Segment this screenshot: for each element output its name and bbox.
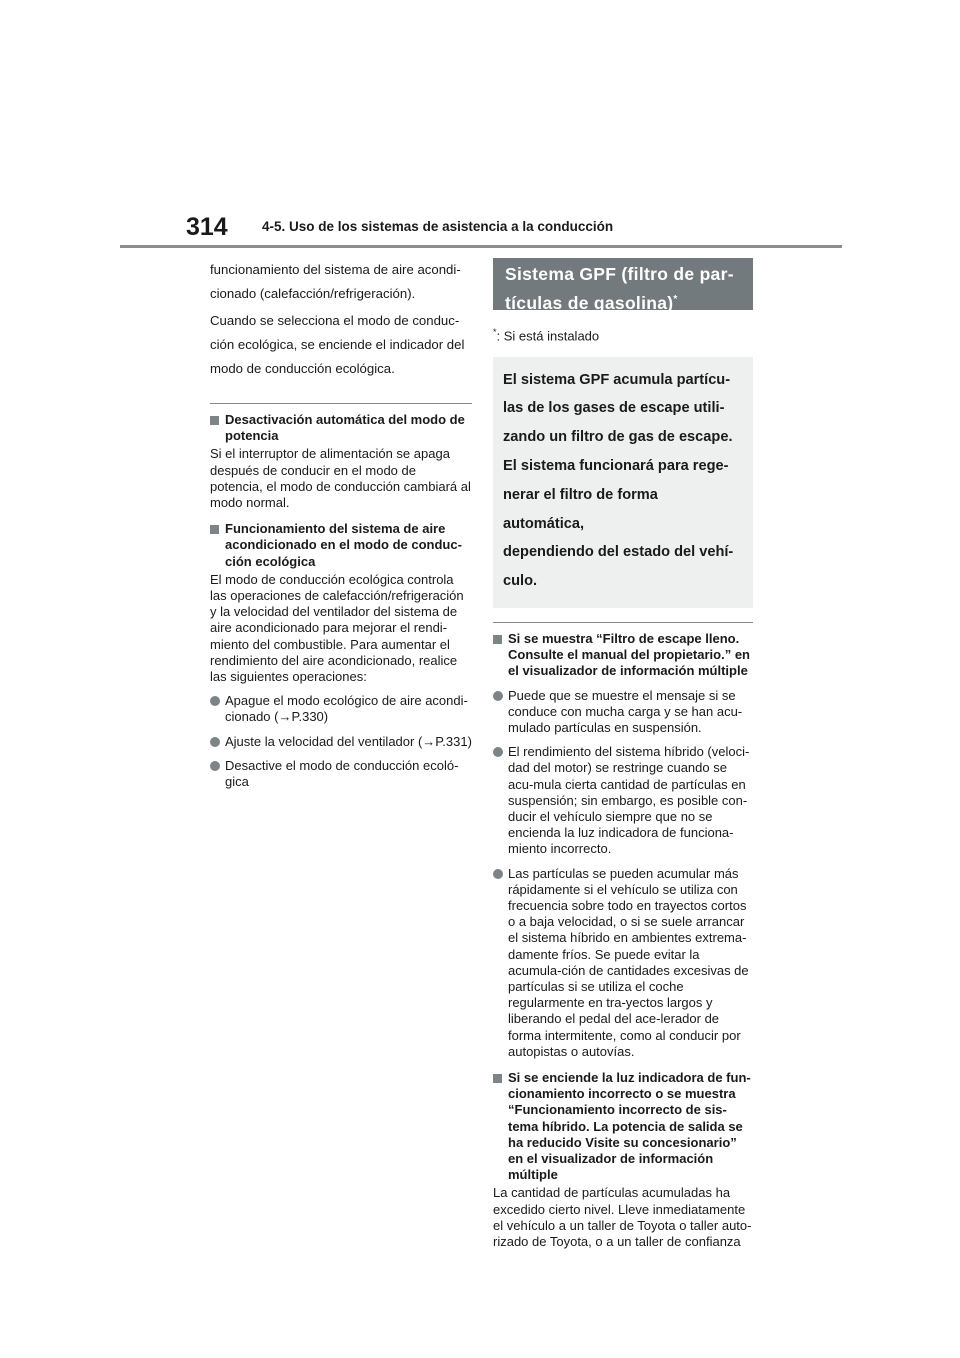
paragraph: El modo de conducción ecológica controla las operaciones de calefacción/refrigeración y la velocidad del ventilador del sistema de aire acondicionado para mejorar el rendi-miento del combustible. Para aumentar el rendimiento del aire acondicionado, realice las siguientes operaciones:	[210, 571, 464, 685]
footnote-asterisk: *	[493, 327, 497, 337]
list-item-text: Ajuste la velocidad del ventilador (→P.331)	[225, 733, 472, 749]
subheading-text: Funcionamiento del sistema de aire acondicionado en el modo de conduc-ción ecológica	[225, 521, 462, 569]
subheading-filter-full	[493, 631, 753, 680]
paragraph: Si el interruptor de alimentación se apaga después de conducir en el modo de potencia, el modo de conducción cambiará al modo normal.	[210, 446, 471, 511]
circle-bullet-icon	[493, 691, 503, 701]
summary-line: culo.	[503, 573, 538, 590]
square-bullet-icon	[493, 635, 502, 644]
list-item	[210, 693, 472, 725]
left-column	[210, 258, 472, 790]
summary-line: las de los gases de escape utili-	[503, 400, 725, 417]
subheading-malfunction	[493, 1070, 753, 1183]
list-item-text: Apague el modo ecológico de aire acondi-cionado (→P.330)	[225, 693, 468, 725]
list-item-text: El rendimiento del sistema híbrido (veloci-dad del motor) se restringe cuando se acu-mula cierta cantidad de partículas en suspensión; sin embargo, es posible con-ducir el vehículo siempre que no se encienda la luz indicadora de funciona-miento incorrecto.	[508, 744, 750, 857]
subheading-text: Si se enciende la luz indicadora de fun-cionamiento incorrecto o se muestra “Funcionamiento incorrecto de sis-tema híbrido. La potencia de salida se ha reducido Visite su concesionario” en el visualizador de información múltiple	[508, 1069, 751, 1183]
footnote-text: : Si está instalado	[496, 328, 600, 344]
list-item	[493, 688, 753, 737]
chapter-header: 4-5. Uso de los sistemas de asistencia a la conducción	[262, 219, 614, 234]
section-title-box	[493, 258, 753, 313]
summary-line: nerar el filtro de forma automática,	[503, 486, 658, 532]
circle-bullet-icon	[210, 737, 220, 747]
subheading-power-mode	[210, 412, 472, 444]
lead-line: Cuando se selecciona el modo de conduc-	[210, 313, 460, 328]
circle-bullet-icon	[493, 869, 503, 879]
circle-bullet-icon	[210, 761, 220, 771]
subheading-text: Si se muestra “Filtro de escape lleno. Consulte el manual del propietario.” en el visualizador de información múltiple	[508, 630, 750, 679]
lead-line: ción ecológica, se enciende el indicador del	[210, 337, 465, 352]
list-item	[493, 866, 753, 1060]
lead-line: funcionamiento del sistema de aire acondi-	[210, 262, 461, 277]
circle-bullet-icon	[493, 747, 503, 757]
circle-bullet-icon	[210, 696, 220, 706]
summary-line: zando un filtro de gas de escape.	[503, 429, 733, 446]
list-item-text: Las partículas se pueden acumular más rápidamente si el vehículo se utiliza con frecuencia sobre todo en trayectos cortos o a baja velocidad, o si se suele arrancar el sistema híbrido en ambientes extrema-damente fríos. Se puede evitar la acumula-ción de cantidades excesivas de partículas si se utiliza el coche regularmente en tra-yectos largos y liberando el pedal del ace-lerador de forma intermitente, como al conducir por autopistas o autovías.	[508, 865, 749, 1059]
page-number: 314	[186, 213, 228, 241]
summary-box	[493, 357, 753, 608]
list-item	[210, 734, 472, 750]
section-divider	[493, 622, 753, 623]
summary-line: dependiendo del estado del vehí-	[503, 544, 734, 561]
lead-line: cionado (calefacción/refrigeración).	[210, 286, 416, 301]
section-divider	[210, 403, 472, 404]
paragraph: La cantidad de partículas acumuladas ha excedido cierto nivel. Lleve inmediatamente el vehículo a un taller de Toyota o taller auto-rizado de Toyota, o a un taller de confianza	[493, 1185, 752, 1250]
list-item	[210, 758, 472, 790]
summary-line: El sistema funcionará para rege-	[503, 457, 729, 474]
lead-line: modo de conducción ecológica.	[210, 361, 395, 376]
square-bullet-icon	[210, 416, 219, 425]
list-item	[493, 744, 753, 857]
right-column	[493, 258, 753, 1250]
square-bullet-icon	[210, 525, 219, 534]
subheading-ac-eco	[210, 521, 472, 570]
section-title: Sistema GPF (filtro de par-tículas de gasolina)	[505, 264, 734, 313]
header-rule	[120, 245, 842, 248]
section-title-asterisk: *	[673, 294, 678, 305]
list-item-text: Puede que se muestre el mensaje si se conduce con mucha carga y se han acu-mulado partículas en suspensión.	[508, 687, 743, 735]
square-bullet-icon	[493, 1074, 502, 1083]
summary-line: El sistema GPF acumula partícu-	[503, 371, 731, 388]
list-item-text: Desactive el modo de conducción ecoló-gica	[225, 757, 459, 790]
subheading-text: Desactivación automática del modo de potencia	[225, 412, 465, 444]
footnote	[493, 324, 753, 345]
